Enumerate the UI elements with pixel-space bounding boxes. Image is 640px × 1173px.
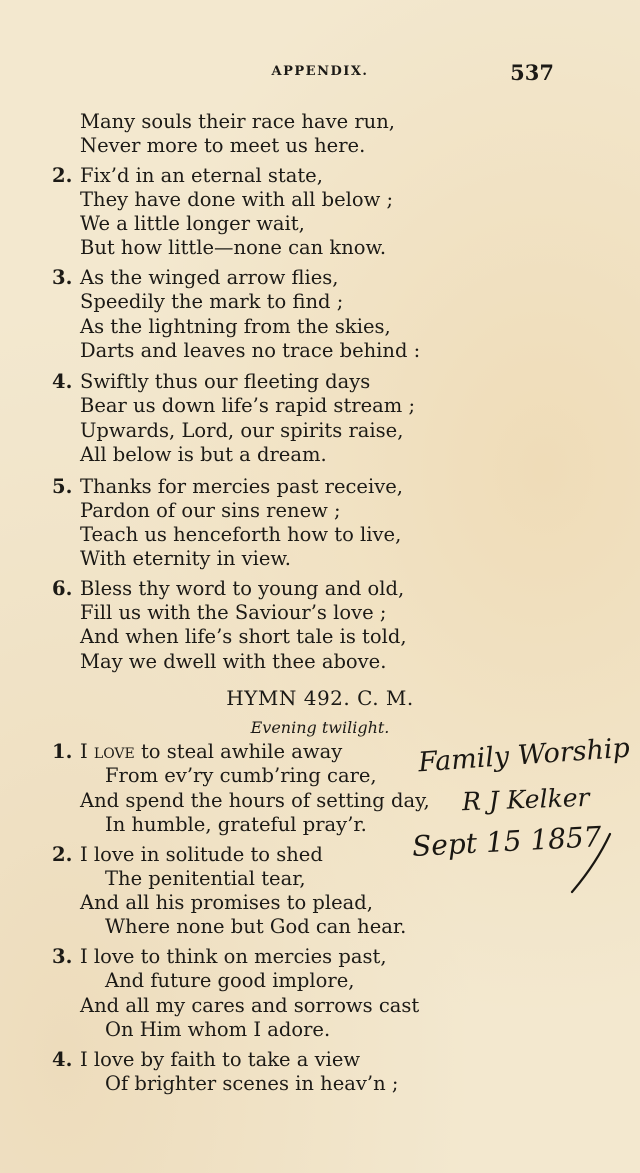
stanza-number: 3.	[52, 266, 73, 289]
stanza-number: 2.	[52, 164, 73, 187]
verse-line: May we dwell with thee above.	[80, 650, 387, 673]
verse-line: Speedily the mark to find ;	[80, 290, 344, 313]
stanza-number: 6.	[52, 577, 73, 600]
handwritten-signature: R J Kelker	[461, 782, 590, 817]
verse-line: The penitential tear,	[105, 867, 306, 890]
stanza-number: 3.	[52, 945, 73, 968]
verse-line: I love by faith to take a view	[80, 1048, 361, 1071]
stanza-number: 4.	[52, 1048, 73, 1071]
page-number: 537	[510, 60, 554, 85]
handwritten-date: Sept 15 1857	[411, 820, 603, 863]
verse-line: But how little—none can know.	[80, 236, 387, 259]
verse-line: Teach us henceforth how to live,	[80, 523, 402, 546]
verse-line: I love in solitude to shed	[80, 843, 323, 866]
stanza-number: 1.	[52, 740, 73, 763]
verse-line: As the winged arrow flies,	[80, 266, 339, 289]
verse-line: Thanks for mercies past receive,	[80, 475, 403, 498]
first-word: I	[80, 740, 88, 763]
stanza-number: 2.	[52, 843, 73, 866]
verse-line: I love to think on mercies past,	[80, 945, 387, 968]
hymn-title: HYMN 492. C. M.	[226, 686, 414, 710]
verse-line: Where none but God can hear.	[105, 915, 407, 938]
verse-line: And all his promises to plead,	[80, 891, 373, 914]
verse-line: All below is but a dream.	[80, 443, 327, 466]
verse-line: As the lightning from the skies,	[80, 315, 391, 338]
hymn-subtitle: Evening twilight.	[250, 718, 390, 737]
verse-line: Never more to meet us here.	[80, 134, 366, 157]
verse-line: We a little longer wait,	[80, 212, 305, 235]
verse-line	[80, 742, 342, 762]
verse-line: Fix’d in an eternal state,	[80, 164, 323, 187]
verse-line: And future good implore,	[105, 969, 355, 992]
stanza-number: 5.	[52, 475, 73, 498]
stanza-number: 4.	[52, 370, 73, 393]
small-caps-word: love	[93, 740, 135, 763]
verse-line: With eternity in view.	[80, 547, 291, 570]
verse-line: And when life’s short tale is told,	[80, 625, 407, 648]
running-header: APPENDIX.	[271, 64, 369, 79]
verse-line: Swiftly thus our fleeting days	[80, 370, 371, 393]
verse-line: Many souls their race have run,	[80, 110, 395, 133]
verse-line: Fill us with the Saviour’s love ;	[80, 601, 387, 624]
handwritten-note: Family Worship	[417, 732, 631, 779]
verse-line: And spend the hours of setting day,	[80, 789, 430, 812]
verse-line-rest: to steal awhile away	[134, 740, 343, 763]
verse-line: And all my cares and sorrows cast	[80, 994, 420, 1017]
verse-line: They have done with all below ;	[80, 188, 394, 211]
verse-line: From ev’ry cumb’ring care,	[105, 764, 377, 787]
verse-line: In humble, grateful pray’r.	[105, 813, 367, 836]
verse-line: Bear us down life’s rapid stream ;	[80, 394, 416, 417]
verse-line: Of brighter scenes in heav’n ;	[105, 1072, 399, 1095]
verse-line: Bless thy word to young and old,	[80, 577, 405, 600]
handwritten-stroke	[560, 830, 620, 900]
verse-line: Pardon of our sins renew ;	[80, 499, 341, 522]
verse-line: On Him whom I adore.	[105, 1018, 331, 1041]
verse-line: Upwards, Lord, our spirits raise,	[80, 419, 404, 442]
verse-line: Darts and leaves no trace behind :	[80, 339, 421, 362]
